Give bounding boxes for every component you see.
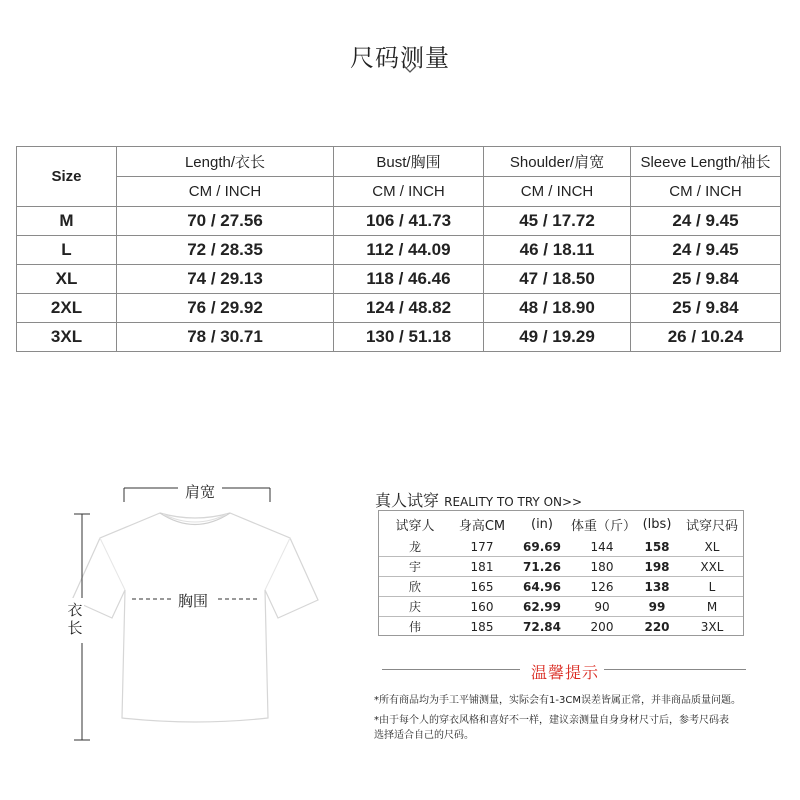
table-row [379,597,743,617]
length-label: 衣长 [66,598,84,640]
tryon-size: M [681,597,743,617]
tryon-cm: 185 [470,619,494,634]
unit-label: CM / INCH [117,177,334,207]
unit-label: CM / INCH [334,177,484,207]
table-cell: 78 / 30.71 [117,323,334,352]
column-header-sleeve: Sleeve Length/袖长 [631,147,781,177]
column-header-shoulder: Shoulder/肩宽 [484,147,631,177]
tryon-lbs: 220 [644,619,670,634]
table-cell: 24 / 9.45 [631,236,781,265]
table-cell: 130 / 51.18 [334,323,484,352]
tryon-in: 71.26 [513,557,571,577]
column-header-bust: Bust/胸围 [334,147,484,177]
tryon-in: 64.96 [513,577,571,597]
tryon-cm: 160 [451,597,513,617]
table-cell: 47 / 18.50 [484,265,631,294]
table-cell: 74 / 29.13 [117,265,334,294]
tshirt-diagram [60,478,350,748]
size-header: Size [17,147,117,207]
table-row [379,577,743,597]
table-cell: 46 / 18.11 [484,236,631,265]
tryon-header: (in) [531,516,553,532]
tryon-header: 身高CM [458,518,506,534]
tip-text: 选择适合自己的尺码。 [374,730,474,741]
chest-label: 胸围 [174,590,212,611]
unit-label: CM / INCH [631,177,781,207]
tryon-cm: 177 [451,537,513,557]
table-cell: 106 / 41.73 [334,207,484,236]
tryon-name: 龙 [379,537,451,557]
table-row [17,207,781,236]
tip-text: *由于每个人的穿衣风格和喜好不一样，建议亲测量自身身材尺寸后，参考尺码表 [374,715,729,726]
tryon-cm: 165 [451,577,513,597]
tryon-header: 试穿尺码 [685,518,738,534]
size-table [16,146,781,352]
table-cell: 112 / 44.09 [334,236,484,265]
tryon-cm: 181 [451,557,513,577]
table-cell: 76 / 29.92 [117,294,334,323]
table-row [379,537,743,557]
size-label: 3XL [17,323,117,352]
table-cell: 45 / 17.72 [484,207,631,236]
tryon-title-cn: 真人试穿 [375,491,440,510]
table-cell: 72 / 28.35 [117,236,334,265]
table-row [17,323,781,352]
tryon-panel [378,510,744,636]
size-label: M [17,207,117,236]
table-cell: 48 / 18.90 [484,294,631,323]
tryon-name: 伟 [408,620,421,634]
divider [382,669,520,670]
chevron-down-icon [403,64,417,74]
size-label: XL [17,265,117,294]
tryon-header: 试穿人 [395,518,435,534]
column-header-length: Length/衣长 [117,147,334,177]
size-label: 2XL [17,294,117,323]
tryon-size: XXL [681,557,743,577]
tryon-jin: 180 [571,557,633,577]
tryon-title-en: REALITY TO TRY ON>> [444,495,583,509]
table-cell: 70 / 27.56 [117,207,334,236]
tryon-jin: 144 [571,537,633,557]
table-cell: 25 / 9.84 [631,294,781,323]
table-cell: 118 / 46.46 [334,265,484,294]
tryon-in: 62.99 [513,597,571,617]
tips-title: 温馨提示 [527,660,603,683]
table-cell: 25 / 9.84 [631,265,781,294]
tryon-lbs: 158 [633,537,681,557]
tryon-size: XL [681,537,743,557]
table-row [379,557,743,577]
tryon-name: 宇 [379,557,451,577]
tryon-lbs: 99 [633,597,681,617]
tryon-in: 69.69 [513,537,571,557]
tryon-in: 72.84 [523,619,561,634]
tryon-lbs: 198 [633,557,681,577]
tryon-name: 庆 [379,597,451,617]
tryon-name: 欣 [379,577,451,597]
tryon-jin: 200 [590,619,614,634]
table-row [17,294,781,323]
tryon-table [379,511,743,636]
tip-text: *所有商品均为手工平铺测量，实际会有1-3CM误差皆属正常，并非商品质量问题。 [374,695,741,706]
table-row [379,617,743,637]
tryon-header: (lbs) [642,516,672,532]
tryon-size: 3XL [700,619,724,634]
unit-label: CM / INCH [484,177,631,207]
tryon-jin: 126 [571,577,633,597]
page-title: 尺码测量 [350,44,450,72]
shoulder-label: 肩宽 [182,481,218,502]
tryon-lbs: 138 [633,577,681,597]
table-cell: 124 / 48.82 [334,294,484,323]
tryon-title [375,488,582,511]
tryon-jin: 90 [571,597,633,617]
table-row [17,265,781,294]
table-cell: 26 / 10.24 [631,323,781,352]
tshirt-illustration [60,478,350,748]
tryon-header: 体重（斤） [571,518,637,534]
table-cell: 24 / 9.45 [631,207,781,236]
divider [604,669,746,670]
tryon-size: L [681,577,743,597]
size-label: L [17,236,117,265]
table-row [17,236,781,265]
table-cell: 49 / 19.29 [484,323,631,352]
